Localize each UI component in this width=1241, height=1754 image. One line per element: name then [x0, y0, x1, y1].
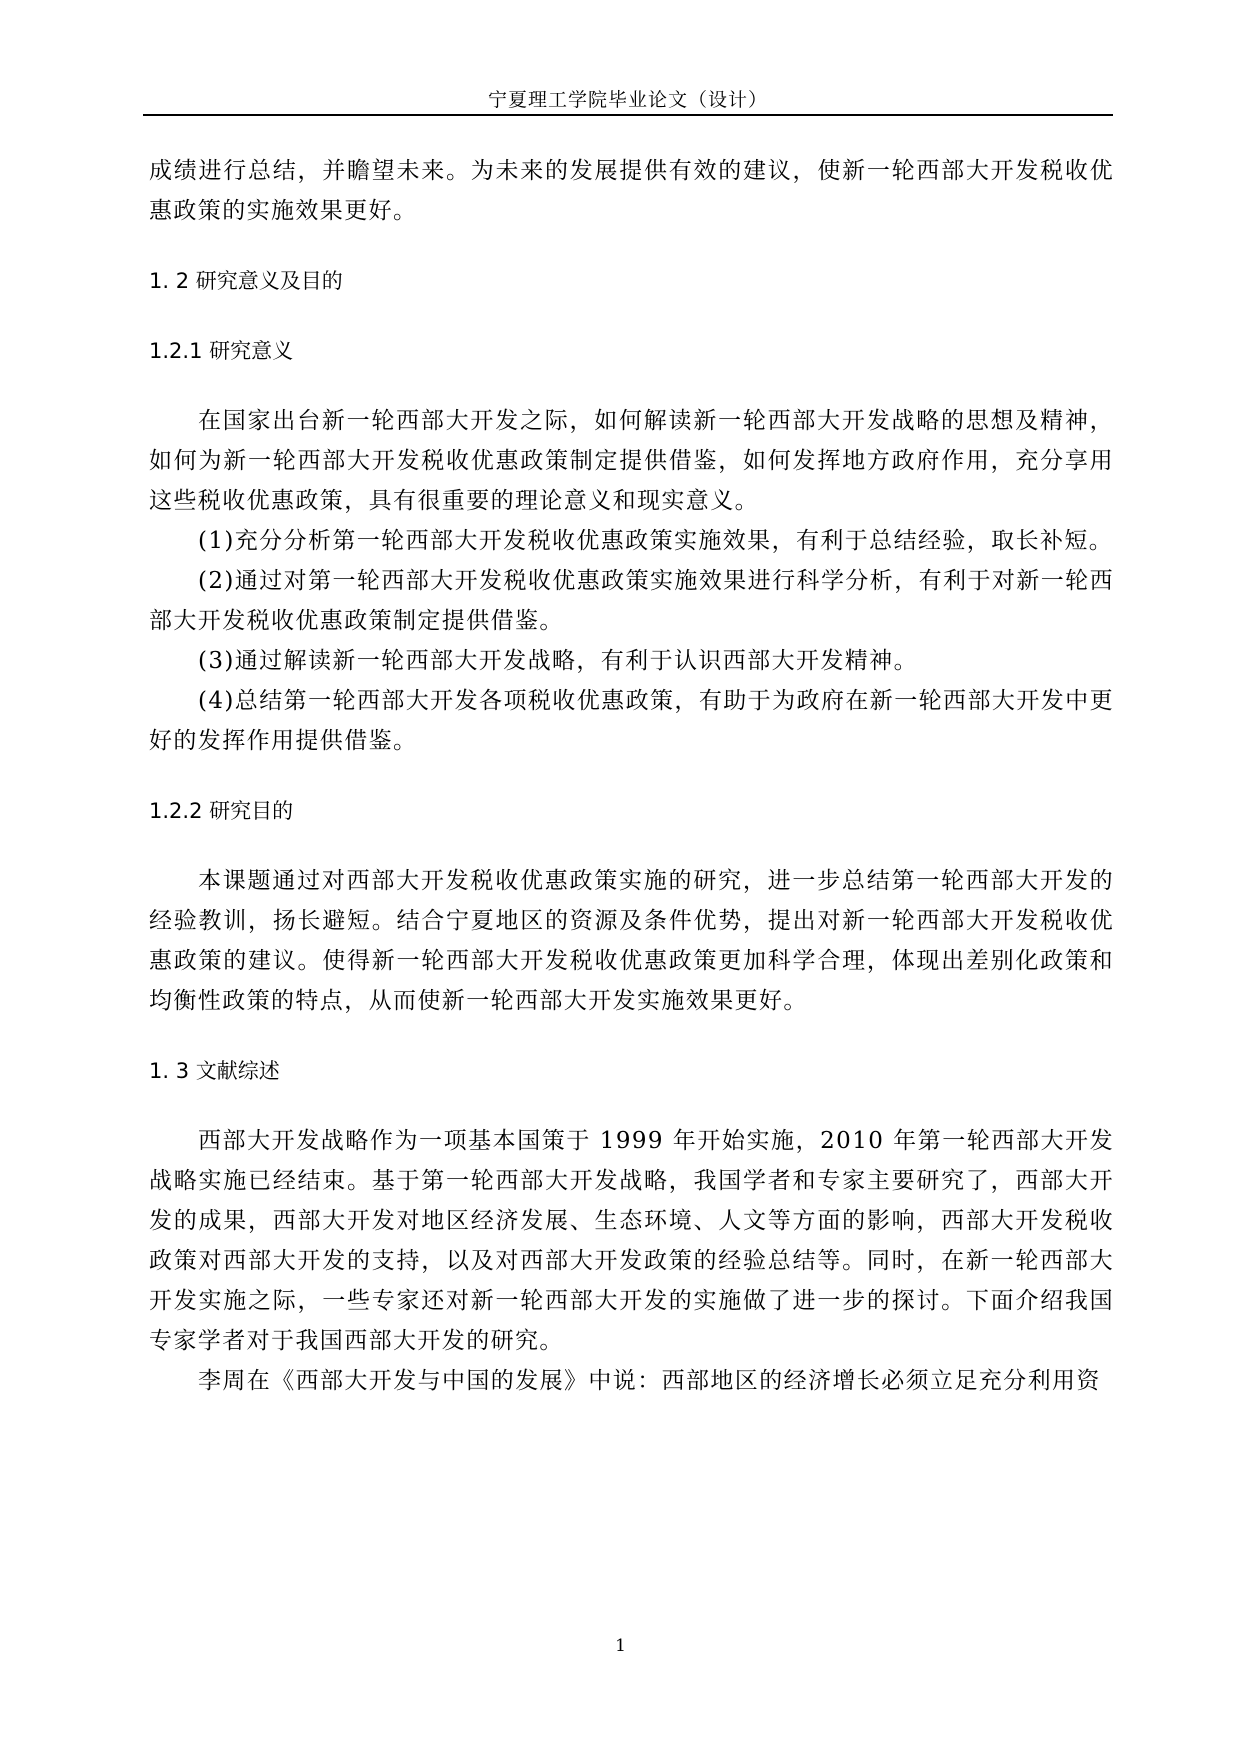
list-item: (2)通过对第一轮西部大开发税收优惠政策实施效果进行科学分析，有利于对新一轮西部大开发税收优惠政策制定提供借鉴。 — [149, 568, 1114, 634]
list-item: (1)充分分析第一轮西部大开发税收优惠政策实施效果，有利于总结经验，取长补短。 — [198, 528, 1114, 554]
purpose-paragraph: 本课题通过对西部大开发税收优惠政策实施的研究，进一步总结第一轮西部大开发的经验教训，扬长避短。结合宁夏地区的资源及条件优势，提出对新一轮西部大开发税收优惠政策的建议。使得新一轮西部大开发税收优惠政策更加科学合理，体现出差别化政策和均衡性政策的特点，从而使新一轮西部大开发实施效果更好。 — [149, 868, 1114, 1014]
document-body — [149, 151, 1114, 1401]
header-divider — [143, 114, 1113, 116]
intro-paragraph: 成绩进行总结，并瞻望未来。为未来的发展提供有效的建议，使新一轮西部大开发税收优惠政策的实施效果更好。 — [149, 158, 1114, 224]
section-heading-1-3: 1. 3 文献综述 — [149, 1059, 280, 1083]
significance-paragraph: 在国家出台新一轮西部大开发之际，如何解读新一轮西部大开发战略的思想及精神，如何为新一轮西部大开发税收优惠政策制定提供借鉴，如何发挥地方政府作用，充分享用这些税收优惠政策，具有很重要的理论意义和现实意义。 — [149, 408, 1114, 514]
lizhou-paragraph: 李周在《西部大开发与中国的发展》中说：西部地区的经济增长必须立足充分利用资 — [198, 1368, 1101, 1394]
page-header-title: 宁夏理工学院毕业论文（设计） — [487, 89, 768, 111]
page-number: 1 — [615, 1636, 626, 1656]
subsection-heading-1-2-1: 1.2.1 研究意义 — [149, 339, 294, 363]
list-item: (3)通过解读新一轮西部大开发战略，有利于认识西部大开发精神。 — [198, 648, 918, 674]
section-heading-1-2: 1. 2 研究意义及目的 — [149, 269, 343, 293]
literature-review-paragraph: 西部大开发战略作为一项基本国策于 1999 年开始实施，2010 年第一轮西部大开发战略实施已经结束。基于第一轮西部大开发战略，我国学者和专家主要研究了，西部大开发的成果，西部大开发对地区经济发展、生态环境、人文等方面的影响，西部大开发税收政策对西部大开发的支持，以及对西部大开发政策的经验总结等。同时，在新一轮西部大开发实施之际，一些专家还对新一轮西部大开发的实施做了进一步的探讨。下面介绍我国专家学者对于我国西部大开发的研究。 — [149, 1128, 1114, 1354]
list-item: (4)总结第一轮西部大开发各项税收优惠政策，有助于为政府在新一轮西部大开发中更好的发挥作用提供借鉴。 — [149, 688, 1114, 754]
subsection-heading-1-2-2: 1.2.2 研究目的 — [149, 799, 294, 823]
